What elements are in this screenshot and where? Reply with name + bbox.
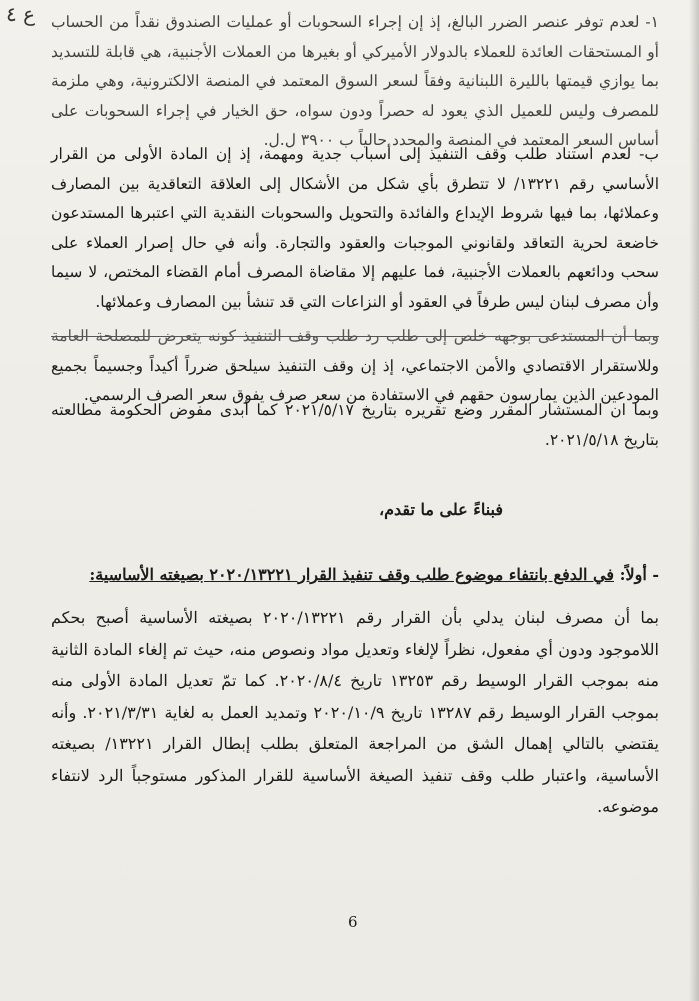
section-title: في الدفع بانتفاء موضوع طلب وقف تنفيذ القرار ٢٠٢٠/١٣٢٢١ بصيغته الأساسية: — [89, 565, 614, 584]
paragraph-rapporteur-report: وبما ان المستشار المقرر وضع تقريره بتاريخ ٢٠٢١/٥/١٧ كما أبدى مفوض الحكومة مطالعته بتاريخ ٢٠٢١/٥/١٨. — [51, 401, 659, 449]
page-number: 6 — [348, 913, 358, 931]
section-heading-first — [39, 565, 659, 584]
paragraph-public-interest-rest: وللاستقرار الاقتصادي والأمن الاجتماعي، إذ إن وقف التنفيذ سيلحق ضرراً أكيداً وجسيماً بجميع المودعين الذين يمارسون حقهم في الاستفادة من سعر صرف يفوق سعر الصرف الرسمي. — [51, 356, 659, 404]
page-edge-shadow — [689, 0, 699, 1001]
paragraph-damage-criterion: ١- لعدم توفر عنصر الضرر البالغ، إذ إن إجراء السحوبات أو عمليات الصندوق نقداً من الحساب أو المستحقات العائدة للعملاء بالدولار الأميركي أو بغيرها من العملات الأجنبية، هي قابلة للتسديد بما يوازي قيمتها بالليرة اللبنانية وفقاً لسعر السوق المعتمد في المنصة الالكترونية، وهي ملزمة للمصرف وليس للعميل الذي يعود له حصراً ودون سواه، حق الخيار في إجراء السحوبات على أساس السعر المعتمد في المنصة والمحدد حالياً ب ٣٩٠٠ ل.ل. — [51, 13, 659, 149]
corner-annotation: ع ٤ — [6, 2, 36, 26]
paragraph-bdl-argument: بما أن مصرف لبنان يدلي بأن القرار رقم ٢٠٢٠/١٣٢٢١ بصيغته الأساسية أصبح بحكم اللاموجود ودون أي مفعول، نظراً لإلغاء وتعديل مواد ونصوص منه، حيث تم إلغاء المادة الثانية منه بموجب القرار الوسيط رقم ١٣٢٥٣ تاريخ ٢٠٢٠/٨/٤. كما تمّ تعديل المادة الأولى منه بموجب القرار الوسيط رقم ١٣٢٨٧ تاريخ ٢٠٢٠/١٠/٩ وتمديد العمل به لغاية ٢٠٢١/٣/٣١. وأنه يقتضي بالتالي إهمال الشق من المراجعة المتعلق بطلب إبطال القرار ١٣٢٢١/ بصيغته الأساسية، واعتبار طلب وقف تنفيذ الصيغة الأساسية للقرار المذكور مستوجباً الرد لانتفاء موضوعه. — [51, 608, 660, 816]
heading-based-on-foregoing: فبناءً على ما تقدم، — [378, 500, 503, 519]
struck-text: وبما أن المستدعى بوجهه خلص إلى طلب رد طلب وقف التنفيذ كونه يتعرض للمصلحة العامة — [51, 327, 659, 345]
section-prefix: - أولاً: — [619, 565, 659, 584]
paragraph-serious-grounds: ب- لعدم استناد طلب وقف التنفيذ إلى أسباب جدية ومهمة، إذ إن المادة الأولى من القرار الأساسي رقم ١٣٢٢١/ لا تتطرق بأي شكل من الأشكال إلى العلاقة التعاقدية بين المصارف وعملائها، بما فيها شروط الإيداع والفائدة والتحويل والسحوبات النقدية التي اعتبرها المستدعون خاضعة لحرية التعاقد ولقانوني الموجبات والعقود والتجارة. وأنه في حال إصرار العملاء على سحب ودائعهم بالعملات الأجنبية، فما عليهم إلا مقاضاة المصرف أمام القضاء المختص، لا سيما وأن مصرف لبنان ليس طرفاً في العقود أو النزاعات التي قد تنشأ بين المصارف وعملائها. — [51, 145, 660, 311]
